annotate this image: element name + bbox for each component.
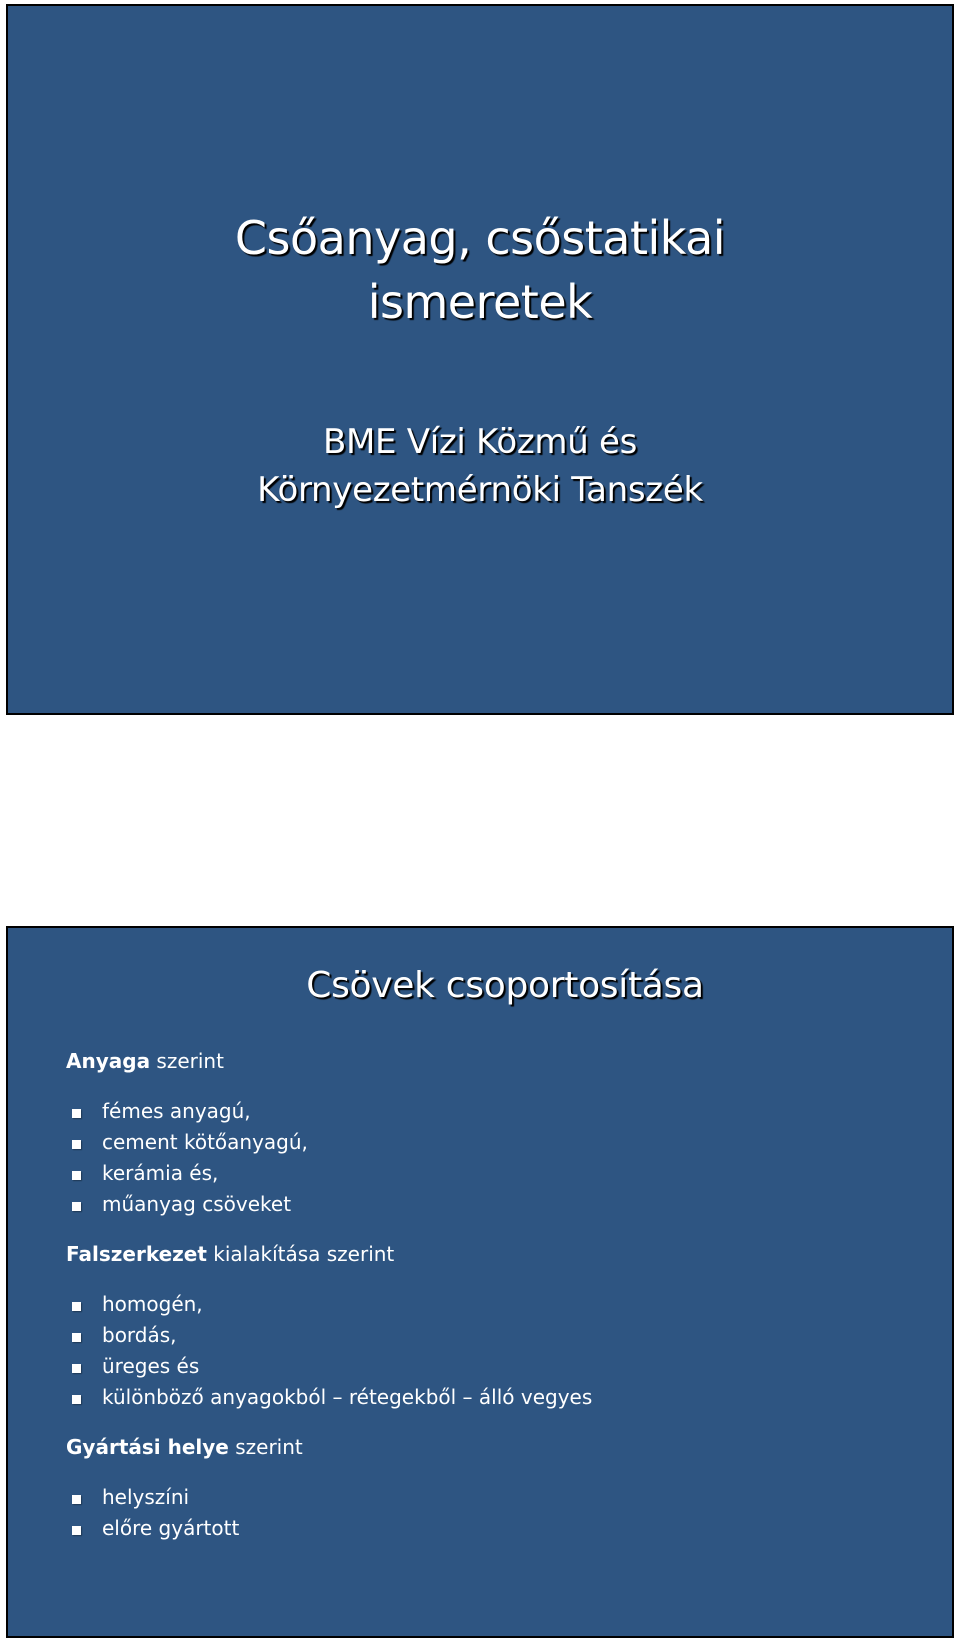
square-bullet-icon (72, 1364, 81, 1373)
list-item-text: műanyag csöveket (102, 1192, 292, 1216)
square-bullet-icon (72, 1526, 81, 1535)
slide-title-line-2: ismeretek (367, 275, 593, 329)
slide-title-line-1: Csőanyag, csőstatikai (234, 211, 726, 265)
list-item (66, 1320, 932, 1351)
list-item (66, 1289, 932, 1320)
content-slide (6, 926, 954, 1638)
list-item-text: különböző anyagokból – rétegekből – álló vegyes (102, 1385, 593, 1409)
list-item-text: kerámia és, (102, 1161, 219, 1185)
list-item-text: üreges és (102, 1354, 200, 1378)
square-bullet-icon (72, 1202, 81, 1211)
slide-title (8, 206, 952, 334)
slide-subtitle-line-1: BME Vízi Közmű és (322, 422, 637, 462)
section-list-material (66, 1096, 932, 1220)
section-heading-bold: Anyaga (66, 1049, 151, 1073)
list-item-text: bordás, (102, 1323, 177, 1347)
list-item (66, 1351, 932, 1382)
list-item (66, 1096, 932, 1127)
square-bullet-icon (72, 1109, 81, 1118)
list-item-text: homogén, (102, 1292, 203, 1316)
square-bullet-icon (72, 1333, 81, 1342)
list-item (66, 1382, 932, 1413)
list-item-text: helyszíni (102, 1485, 190, 1509)
list-item-text: előre gyártott (102, 1516, 240, 1540)
list-item (66, 1513, 932, 1544)
list-item (66, 1482, 932, 1513)
square-bullet-icon (72, 1171, 81, 1180)
square-bullet-icon (72, 1302, 81, 1311)
square-bullet-icon (72, 1140, 81, 1149)
slide-2-title: Csövek csoportosítása (306, 965, 704, 1006)
section-list-manufacturing-place (66, 1482, 932, 1544)
list-item (66, 1127, 932, 1158)
section-heading-bold: Falszerkezet (66, 1242, 207, 1266)
list-item-text: fémes anyagú, (102, 1099, 251, 1123)
slide-subtitle-line-2: Környezetmérnöki Tanszék (257, 470, 703, 510)
section-heading-rest: szerint (228, 1435, 303, 1459)
section-heading-material (66, 1046, 932, 1077)
section-heading-rest: kialakítása szerint (206, 1242, 395, 1266)
section-heading-manufacturing-place (66, 1432, 932, 1463)
square-bullet-icon (72, 1495, 81, 1504)
section-list-wall-structure (66, 1289, 932, 1413)
section-heading-rest: szerint (150, 1049, 224, 1073)
title-slide (6, 4, 954, 715)
list-item (66, 1189, 932, 1220)
section-heading-wall-structure (66, 1239, 932, 1270)
slide-subtitle (8, 418, 952, 514)
square-bullet-icon (72, 1395, 81, 1404)
list-item (66, 1158, 932, 1189)
section-heading-bold: Gyártási helye (66, 1435, 229, 1459)
slide-2-body (66, 1046, 932, 1563)
list-item-text: cement kötőanyagú, (102, 1130, 308, 1154)
